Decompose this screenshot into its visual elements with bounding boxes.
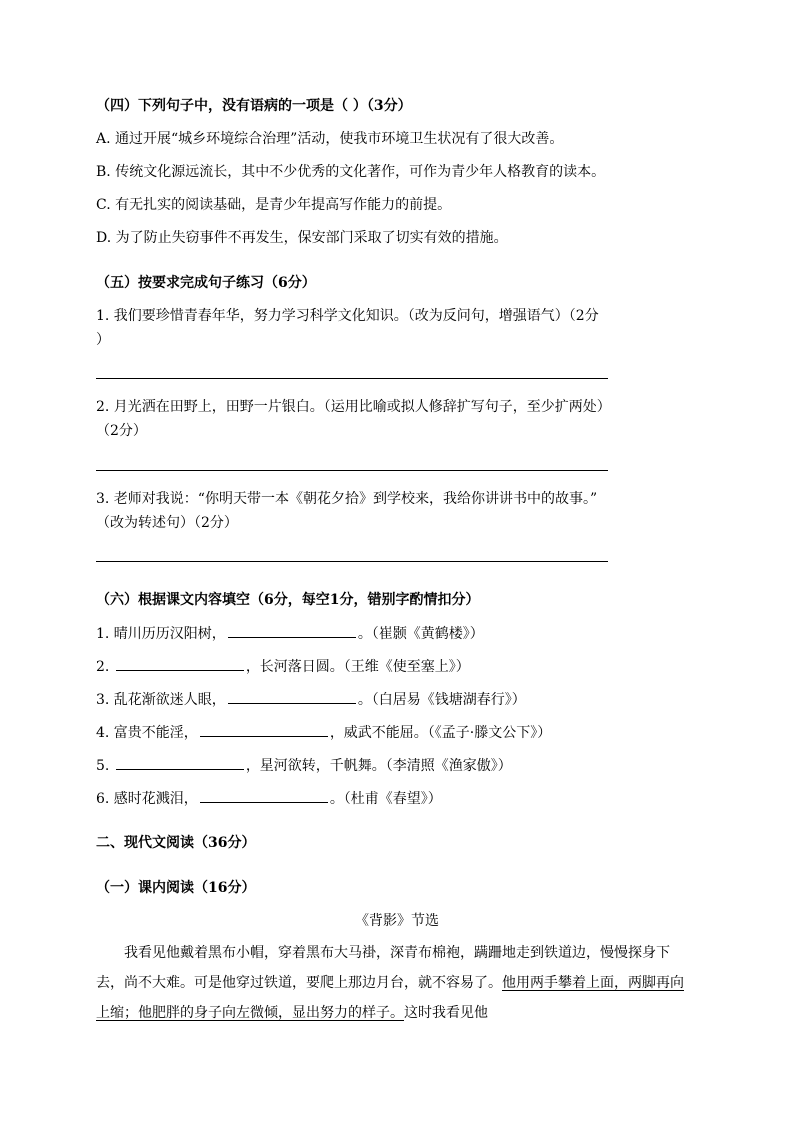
fill-blank[interactable] [228,623,356,638]
fill-blank[interactable] [116,755,244,770]
passage-title: 《背影》节选 [355,913,439,929]
fill-item-prefix: 2. [96,659,114,675]
subsection-1-title: （一）课内阅读（16分） [96,880,256,896]
option-a: A. 通过开展“城乡环境综合治理”活动，使我市环境卫生状况有了很大改善。 [96,131,564,147]
fill-item-1 [96,623,484,644]
fill-item-2 [96,656,470,677]
fill-blank[interactable] [200,788,328,803]
question-1-line-2: ） [96,332,110,348]
fill-item-suffix: 。（崔颢《黄鹤楼》） [357,626,484,642]
answer-line-2[interactable] [96,470,608,471]
question-3-line-1: 3. 老师对我说：“你明天带一本《朝花夕拾》到学校来，我给你讲讲书中的故事。” [96,491,598,507]
fill-item-prefix: 5. [96,758,114,774]
fill-item-suffix: ，星河欲转，千帆舞。（李清照《渔家傲》） [245,758,512,774]
passage-underlined-text: 他用两手攀着上面，两脚再向上缩；他肥胖的身子向左微倾，显出努力的样子。 [96,975,684,1021]
question-2-line-2: （2分） [96,423,147,439]
fill-blank[interactable] [200,722,328,737]
section-6-title: （六）根据课文内容填空（6分，每空1分，错别字酌情扣分） [96,592,480,608]
fill-item-prefix: 3. 乱花渐欲迷人眼， [96,692,226,708]
answer-line-3[interactable] [96,561,608,562]
passage-text: 我看见他戴着黑布小帽，穿着黑布大马褂，深青布棉袍，蹒跚地走到铁道边，慢慢探身下去，尚不大难。可是他穿过铁道，要爬上那边月台，就不容易了。 [96,945,670,991]
fill-item-suffix: ，长河落日圆。（王维《使至塞上》） [245,659,470,675]
fill-item-suffix: 。（杜甫《春望》） [329,791,442,807]
option-d: D. 为了防止失窃事件不再发生，保安部门采取了切实有效的措施。 [96,230,508,246]
passage-text-continued: 这时我看见他 [404,1005,488,1021]
question-1-line-1: 1. 我们要珍惜青春年华，努力学习科学文化知识。（改为反问句，增强语气）（2分 [96,308,599,324]
fill-item-prefix: 4. 富贵不能淫， [96,725,198,741]
fill-item-5 [96,755,512,776]
fill-item-suffix: 。（白居易《钱塘湖春行》） [357,692,526,708]
fill-item-6 [96,788,442,809]
fill-item-prefix: 6. 感时花溅泪， [96,791,198,807]
fill-item-4 [96,722,551,743]
part-2-title: 二、现代文阅读（36分） [96,835,256,851]
fill-item-prefix: 1. 晴川历历汉阳树， [96,626,226,642]
fill-item-3 [96,689,526,710]
fill-item-suffix: ，威武不能屈。（《孟子·滕文公下》） [329,725,552,741]
option-b: B. 传统文化源远流长，其中不少优秀的文化著作，可作为青少年人格教育的读本。 [96,164,606,180]
fill-blank[interactable] [116,656,244,671]
fill-blank[interactable] [228,689,356,704]
section-4-title: （四）下列句子中，没有语病的一项是（ ）（3分） [96,98,412,114]
answer-line-1[interactable] [96,378,608,379]
option-c: C. 有无扎实的阅读基础，是青少年提高写作能力的前提。 [96,197,452,213]
question-3-line-2: （改为转述句）（2分） [96,515,238,531]
question-2-line-1: 2. 月光洒在田野上，田野一片银白。（运用比喻或拟人修辞扩写句子，至少扩两处） [96,399,611,415]
section-5-title: （五）按要求完成句子练习（6分） [96,275,316,291]
passage-paragraph [96,938,688,1028]
